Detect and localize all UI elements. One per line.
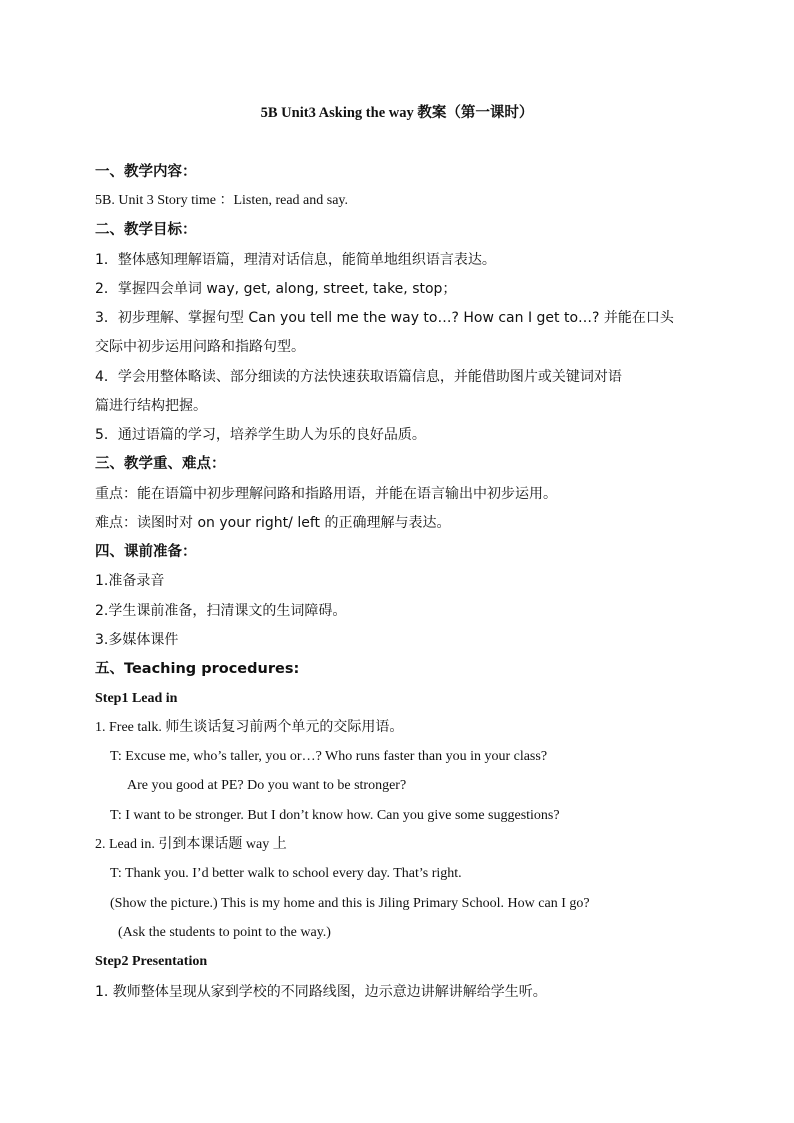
section-heading-preparation: 四、课前准备： [95,544,197,560]
objective-item-4-cont: 篇进行结构把握。 [95,398,207,414]
prep-item-2: 2.学生课前准备，扫清课文的生词障碍。 [95,603,347,619]
section-heading-keypoints: 三、教学重、难点： [95,456,226,472]
objective-item-3: 3．初步理解、掌握句型 Can you tell me the way to…? How can I get to…? 并能在口头 [95,310,674,326]
objective-item-2: 2．掌握四会单词 way, get, along, street, take, stop； [95,281,457,297]
prep-item-3: 3.多媒体课件 [95,632,179,648]
dialogue-line: Are you good at PE? Do you want to be stronger? [127,778,407,793]
difficult-point: 难点：读图时对 on your right/ left 的正确理解与表达。 [95,515,451,531]
step-2-line: 1. 教师整体呈现从家到学校的不同路线图，边示意边讲解讲解给学生听。 [95,984,547,1000]
section-heading-objectives: 二、教学目标： [95,222,197,238]
dialogue-line: T: I want to be stronger. But I don’t know how. Can you give some suggestions? [110,808,560,823]
dialogue-line: (Ask the students to point to the way.) [118,925,331,940]
objective-item-3-cont: 交际中初步运用问路和指路句型。 [95,339,305,355]
key-point: 重点：能在语篇中初步理解问路和指路用语，并能在语言输出中初步运用。 [95,486,557,502]
dialogue-line: (Show the picture.) This is my home and this is Jiling Primary School. How can I go? [110,896,590,911]
step-1-line: 1. Free talk. 师生谈话复习前两个单元的交际用语。 [95,720,404,735]
step-1-heading: Step1 Lead in [95,691,178,706]
dialogue-line: T: Excuse me, who’s taller, you or…? Who runs faster than you in your class? [110,749,548,764]
objective-item-1: 1．整体感知理解语篇，理清对话信息，能简单地组织语言表达。 [95,252,496,268]
prep-item-1: 1.准备录音 [95,573,165,589]
page-title: 5B Unit3 Asking the way 教案（第一课时） [260,105,534,121]
section-heading-procedures: 五、Teaching procedures: [95,661,300,677]
section-heading-content: 一、教学内容： [95,164,197,180]
step-1-line: 2. Lead in. 引到本课话题 way 上 [95,837,287,852]
objective-item-5: 5．通过语篇的学习，培养学生助人为乐的良好品质。 [95,427,426,443]
dialogue-line: T: Thank you. I’d better walk to school every day. That’s right. [110,866,462,881]
content-line: 5B. Unit 3 Story time ：Listen, read and say. [95,193,348,208]
step-2-heading: Step2 Presentation [95,954,208,969]
objective-item-4: 4．学会用整体略读、部分细读的方法快速获取语篇信息，并能借助图片或关键词对语 [95,369,622,385]
